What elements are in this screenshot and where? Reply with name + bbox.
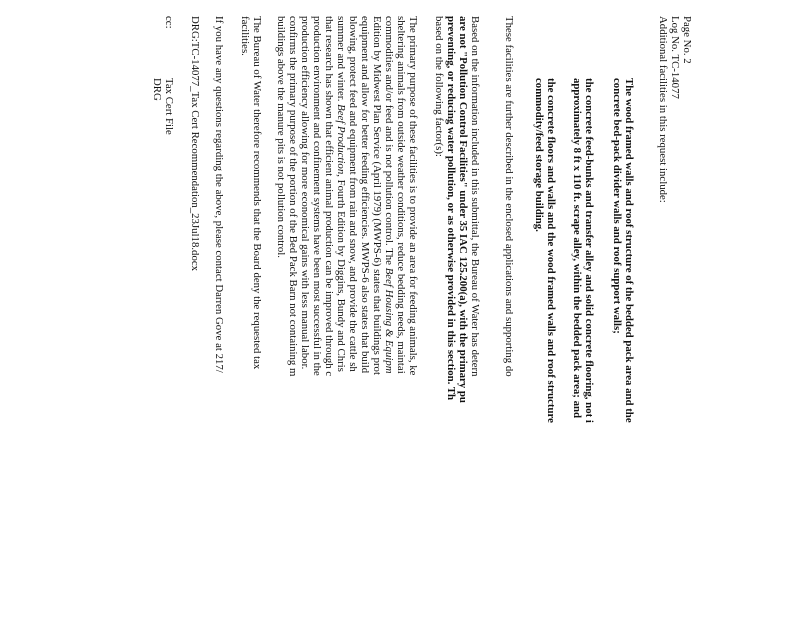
purpose-line-4: Edition by Midwest Plan Service (April 1979) (MWPS-6) states that buildings prot: [371, 16, 383, 375]
cc-entry-drg: DRG: [151, 78, 163, 101]
facility-item-2-line-2: approximately 8 ft x 110 ft. scrape alley, within the bedded pack area; and: [571, 78, 583, 419]
purpose-line-11: confirms the primary purpose of the portion of the Bed Pack Barn not containing m: [287, 16, 299, 377]
log-number: Log No. TC-14077: [669, 16, 681, 99]
basis-line-1: Based on the information included in this submittal, the Bureau of Water has detern: [469, 16, 481, 377]
beef-production-title: Beef Production: [335, 104, 347, 175]
facility-item-2-line-1: the concrete feed-bunks and transfer alley and solid concrete flooring, not i: [583, 78, 595, 423]
recommendation-line-1: The Bureau of Water therefore recommends that the Board deny the requested tax: [251, 16, 263, 370]
basis-line-3: preventing, or reducing water pollution, or as otherwise provided in this section. Th: [445, 16, 457, 401]
recommendation-line-2: facilities.: [239, 16, 251, 56]
basis-line-2: are not "Pollution Control Facilities" under 35 IAC 125.200(a), with the primary pu: [457, 16, 469, 403]
purpose-line-7: [334, 16, 346, 372]
facility-item-3-line-2: commodity/feed storage building.: [533, 78, 545, 232]
purpose-line-7-text: summer and winter.: [335, 16, 347, 105]
page-number: Page No. 2: [681, 16, 693, 64]
purpose-line-1: The primary purpose of these facilities is to provide an area for feeding animals, ke: [407, 16, 419, 376]
purpose-line-6: blowing, protect feed and equipment from rain and snow, and provide the cattle sh: [347, 16, 359, 372]
cc-entry-tax-cert-file: Tax Cert File: [163, 78, 175, 135]
facilities-intro: Additional facilities in this request include:: [657, 16, 669, 203]
purpose-line-3: [382, 16, 394, 374]
cc-label: cc:: [163, 16, 175, 29]
purpose-line-8: that research has shown that efficient animal production can be improved through c: [323, 16, 335, 377]
basis-line-4: based on the following factor(s):: [433, 16, 445, 157]
beef-housing-title: Beef Housing & Equipm: [383, 267, 395, 374]
purpose-line-5: equipment and allow for better feeding efficiencies. MWPS-6 also states that build: [359, 16, 371, 374]
purpose-line-12: buildings above the manure pits is not pollution control.: [275, 16, 287, 259]
facility-item-1-line-1: The wood framed walls and roof structure of the bedded pack area and the: [623, 78, 635, 423]
facility-item-3-line-1: the concrete floors and walls and the wood framed walls and roof structure: [545, 78, 557, 423]
purpose-line-10: production efficiency allowing for more economical gains with less manual labor.: [299, 16, 311, 370]
purpose-line-9: production environment and confinement systems have been most successful in the: [311, 16, 323, 376]
purpose-line-3-text: commodities and/or feed and is not pollution control. The: [383, 16, 395, 268]
contact-paragraph: If you have any questions regarding the above, please contact Darren Gove at 217/: [213, 16, 225, 373]
facility-item-1-line-2: concrete bed-pack divider walls and roof support walls;: [611, 78, 623, 334]
described-paragraph: These facilities are further described in the enclosed applications and supporting do: [503, 16, 515, 377]
purpose-line-7-rest: , Fourth Edition by Diggins, Bundy and Chris: [335, 174, 347, 372]
purpose-line-2: sheltering animals from outside weather conditions, reduce bedding needs, maintai: [395, 16, 407, 374]
file-reference: DRG:TC-14077_Tax Cert Recommendation_23Jul18.docx: [189, 16, 201, 272]
